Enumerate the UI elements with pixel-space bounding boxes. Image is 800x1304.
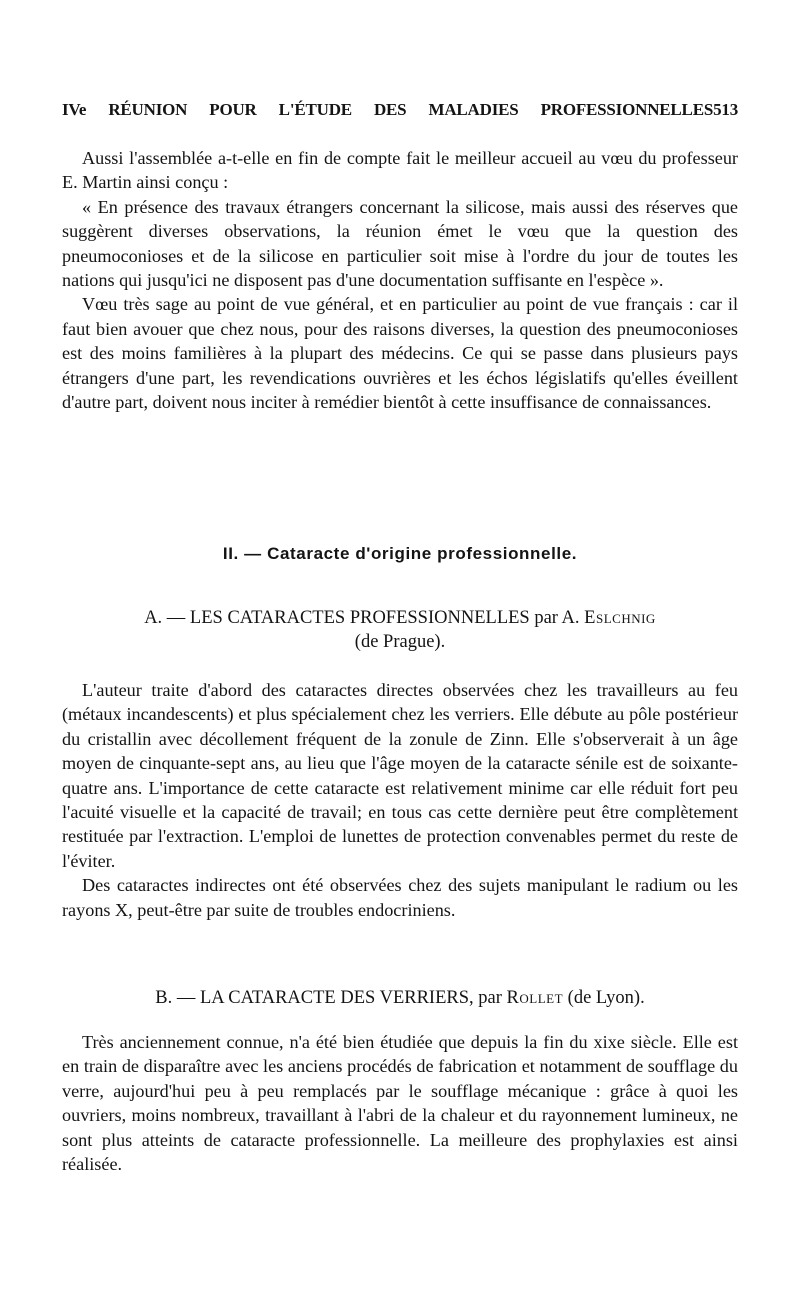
subsection-b-author: Rollet	[506, 988, 564, 1008]
page-number: 513	[713, 100, 738, 119]
intro-block	[62, 146, 738, 414]
subsection-a-paragraph-1: L'auteur traite d'abord des cataractes directes observées chez les travailleurs au feu (métaux incandescents) et plus spécialement chez les verriers. Elle débute au pôle postérieur du cristallin avec décollement fréquent de la zonule de Zinn. Elle s'observerait à un âge moyen de cinquante-sept ans, au lieu que l'âge moyen de la cataracte sénile est de soixante-quatre ans. L'importance de cette cataracte est relativement minime car elle réduit fort peu l'acuité visuelle et la capacité de travail; en tous cas cette dernière peut être complètement restituée par l'extraction. L'emploi de lunettes de protection convenables permet du reste de l'éviter.	[62, 680, 738, 871]
subsection-a-prefix: A. — LES CATARACTES PROFESSIONNELLES par A.	[144, 608, 580, 628]
subsection-a-location: (de Prague).	[354, 632, 446, 652]
subsection-a-paragraph-2: Des cataractes indirectes ont été observées chez des sujets manipulant le radium ou les rayons X, peut-être par suite de troubles endocriniens.	[62, 875, 738, 920]
subsection-b-paragraph-1: Très anciennement connue, n'a été bien étudiée que depuis la fin du xixe siècle. Elle est en train de disparaître avec les anciens procédés de fabrication et notamment de soufflage du verre, aujourd'hui peu à peu remplacés par le soufflage mécanique : grâce à quoi les ouvriers, moins nombreux, travaillant à l'abri de la chaleur et du rayonnement lumineux, ne sont plus atteints de cataracte professionnelle. La meilleure des prophylaxies est ainsi réalisée.	[62, 1032, 738, 1175]
page-content	[62, 98, 738, 1278]
running-title: IVe RÉUNION POUR L'ÉTUDE DES MALADIES PROFESSIONNELLES	[62, 100, 714, 119]
subsection-a-author: Eslchnig	[584, 608, 656, 628]
subsection-b-location: (de Lyon).	[567, 988, 645, 1008]
intro-paragraph-1: Aussi l'assemblée a-t-elle en fin de compte fait le meilleur accueil au vœu du professeur E. Martin ainsi conçu :	[62, 148, 738, 193]
subsection-b-body	[62, 1030, 738, 1176]
running-header	[62, 98, 738, 122]
subsection-b-prefix: B. — LA CATARACTE DES VERRIERS, par	[155, 988, 502, 1008]
subsection-a-title	[62, 606, 738, 654]
subsection-a-body	[62, 678, 738, 922]
intro-paragraph-2: « En présence des travaux étrangers concernant la silicose, mais aussi des réserves que suggèrent diverses observations, la réunion émet le vœu que la question des pneumoconioses et de la silicose en particulier soit mise à l'ordre du jour de toutes les nations qui jusqu'ici ne disposent pas d'une documentation suffisante en l'espèce ».	[62, 196, 738, 291]
subsection-b-title	[62, 986, 738, 1010]
intro-paragraph-3: Vœu très sage au point de vue général, et en particulier au point de vue français : car il faut bien avouer que chez nous, pour des raisons diverses, la question des pneumoconioses est des moins familières à la plupart des médecins. Ce qui se passe dans plusieurs pays étrangers d'une part, les revendications ouvrières et les échos législatifs qu'elles éveillent d'autre part, doivent nous inciter à remédier bientôt à cette insuffisance de connaissances.	[62, 294, 738, 413]
section-title: II. — Cataracte d'origine professionnelle.	[222, 544, 578, 563]
